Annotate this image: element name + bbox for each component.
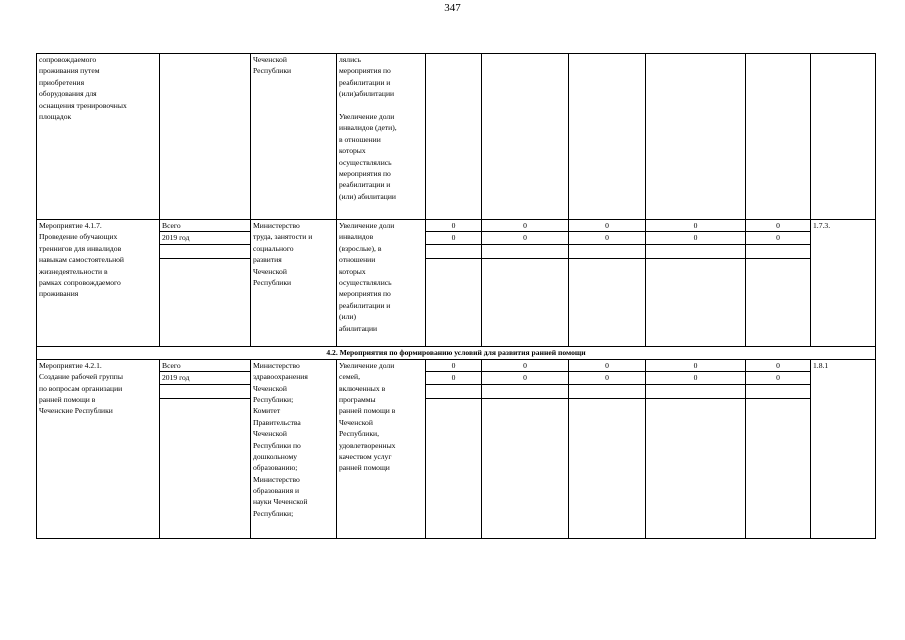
- program-table: [36, 53, 876, 539]
- table-row: [37, 232, 876, 244]
- value-cell: [646, 258, 746, 346]
- value-cell: [646, 384, 746, 398]
- value-cell: [426, 384, 482, 398]
- funding-source-cell: 2019 год: [160, 232, 251, 244]
- value-cell: 0: [746, 372, 811, 384]
- section-header-row: [37, 346, 876, 359]
- value-cell: [746, 244, 811, 258]
- value-cell: [569, 398, 646, 538]
- funding-source-cell: Всего: [160, 220, 251, 232]
- value-cell: 0: [426, 232, 482, 244]
- value-cell: [482, 258, 569, 346]
- table-row: [37, 244, 876, 258]
- value-cell: 0: [569, 232, 646, 244]
- indicator-cell: лялись мероприятия по реабилитации и (или)абилитации Увеличение доли инвалидов (дети), в отношении которых осуществлялись мероприятия по реабилитации и (или) абилитации: [337, 54, 426, 220]
- executor-cell: Чеченской Республики: [251, 54, 337, 220]
- table-row: [37, 54, 876, 220]
- value-cell: [569, 258, 646, 346]
- value-cell: [646, 244, 746, 258]
- value-cell: [426, 258, 482, 346]
- table-row: [37, 220, 876, 232]
- value-cell: 0: [569, 220, 646, 232]
- table-row: [37, 384, 876, 398]
- value-cell: [746, 258, 811, 346]
- value-cell: [569, 54, 646, 220]
- funding-source-cell: [160, 244, 251, 258]
- funding-source-cell: [160, 384, 251, 398]
- value-cell: 0: [426, 372, 482, 384]
- measure-name-cell: сопровождаемого проживания путем приобретения оборудования для оснащения тренировочных площадок: [37, 54, 160, 220]
- value-cell: 0: [482, 372, 569, 384]
- table-row: [37, 359, 876, 371]
- table-row: [37, 372, 876, 384]
- value-cell: [569, 244, 646, 258]
- value-cell: 0: [646, 220, 746, 232]
- value-cell: [426, 244, 482, 258]
- executor-cell: Министерство труда, занятости и социального развития Чеченской Республики: [251, 220, 337, 347]
- measure-name-cell: Мероприятие 4.1.7. Проведение обучающих треннигов для инвалидов навыкам самостоятельной жизнедеятельности в рамках сопровождаемого проживания: [37, 220, 160, 347]
- ref-cell: 1.7.3.: [811, 220, 876, 347]
- value-cell: 0: [746, 220, 811, 232]
- funding-source-cell: [160, 398, 251, 538]
- value-cell: [646, 398, 746, 538]
- value-cell: 0: [426, 220, 482, 232]
- value-cell: 0: [746, 359, 811, 371]
- ref-cell: [811, 54, 876, 220]
- section-title: 4.2. Мероприятия по формированию условий для развития ранней помощи: [37, 346, 876, 359]
- value-cell: 0: [569, 372, 646, 384]
- funding-source-cell: [160, 54, 251, 220]
- indicator-cell: Увеличение доли семей, включенных в программы ранней помощи в Чеченской Республики, удовлетворенных качеством услуг ранней помощи: [337, 359, 426, 538]
- funding-source-cell: 2019 год: [160, 372, 251, 384]
- value-cell: 0: [746, 232, 811, 244]
- value-cell: [482, 398, 569, 538]
- value-cell: [482, 244, 569, 258]
- ref-cell: 1.8.1: [811, 359, 876, 538]
- table-row: [37, 398, 876, 538]
- indicator-cell: Увеличение доли инвалидов (взрослые), в отношении которых осуществлялись мероприятия по реабилитации и (или) абилитации: [337, 220, 426, 347]
- value-cell: [482, 384, 569, 398]
- value-cell: 0: [646, 359, 746, 371]
- value-cell: [646, 54, 746, 220]
- funding-source-cell: Всего: [160, 359, 251, 371]
- value-cell: 0: [646, 372, 746, 384]
- value-cell: [746, 384, 811, 398]
- value-cell: [569, 384, 646, 398]
- value-cell: [746, 398, 811, 538]
- value-cell: [426, 398, 482, 538]
- measure-name-cell: Мероприятие 4.2.1. Создание рабочей группы по вопросам организации ранней помощи в Чеченские Республики: [37, 359, 160, 538]
- page-number: 347: [444, 2, 461, 14]
- value-cell: 0: [426, 359, 482, 371]
- value-cell: [426, 54, 482, 220]
- value-cell: 0: [482, 220, 569, 232]
- value-cell: 0: [569, 359, 646, 371]
- value-cell: [482, 54, 569, 220]
- value-cell: [746, 54, 811, 220]
- value-cell: 0: [482, 359, 569, 371]
- table-row: [37, 258, 876, 346]
- value-cell: 0: [646, 232, 746, 244]
- executor-cell: Министерство здравоохранения Чеченской Республики; Комитет Правительства Чеченской Республики по дошкольному образованию; Министерство образования и науки Чеченской Республики;: [251, 359, 337, 538]
- funding-source-cell: [160, 258, 251, 346]
- value-cell: 0: [482, 232, 569, 244]
